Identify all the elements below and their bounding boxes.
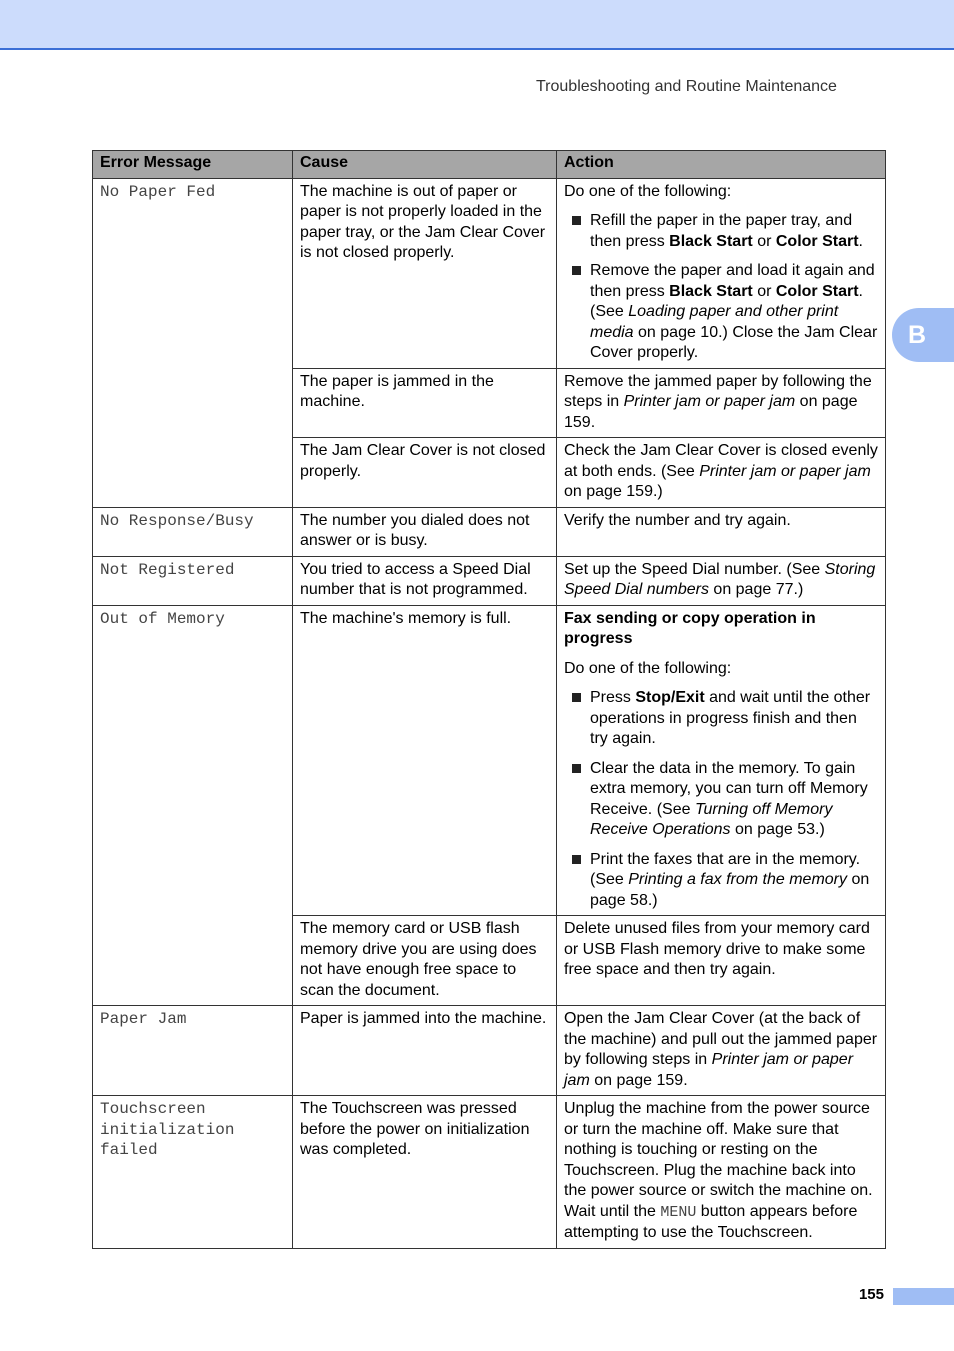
header-cause: Cause <box>293 151 557 179</box>
table-row <box>93 605 886 916</box>
square-bullet-icon <box>572 764 581 773</box>
error-message-cell: Paper Jam <box>93 1006 293 1096</box>
menu-button-label: MENU <box>660 1203 697 1221</box>
action-cell <box>557 178 886 368</box>
action-cell: Verify the number and try again. <box>557 507 886 556</box>
table-header-row <box>93 151 886 179</box>
error-message-cell: Out of Memory <box>93 605 293 1006</box>
action-cell: Remove the jammed paper by following the steps in Printer jam or paper jam on page 159. <box>557 368 886 438</box>
cause-cell: The Touchscreen was pressed before the power on initialization was completed. <box>293 1096 557 1249</box>
list-item: Clear the data in the memory. To gain extra memory, you can turn off Memory Receive. (See Turning off Memory Receive Operations on page 53.) <box>564 759 878 841</box>
error-message-cell: Touchscreen initialization failed <box>93 1096 293 1249</box>
square-bullet-icon <box>572 216 581 225</box>
cause-cell: The machine is out of paper or paper is not properly loaded in the paper tray, or the Jam Clear Cover is not closed properly. <box>293 178 557 368</box>
table-row <box>93 1096 886 1249</box>
square-bullet-icon <box>572 693 581 702</box>
action-list <box>564 688 878 911</box>
cause-cell: The paper is jammed in the machine. <box>293 368 557 438</box>
table-row <box>93 1006 886 1096</box>
cause-cell: The number you dialed does not answer or is busy. <box>293 507 557 556</box>
page-number: 155 <box>858 1286 884 1303</box>
running-header: Troubleshooting and Routine Maintenance <box>536 78 837 95</box>
action-cell: Set up the Speed Dial number. (See Storing Speed Dial numbers on page 77.) <box>557 556 886 605</box>
error-message-cell: Not Registered <box>93 556 293 605</box>
cause-cell: The Jam Clear Cover is not closed properly. <box>293 438 557 508</box>
square-bullet-icon <box>572 855 581 864</box>
square-bullet-icon <box>572 266 581 275</box>
cause-cell: The memory card or USB flash memory drive you are using does not have enough free space to scan the document. <box>293 916 557 1006</box>
action-cell: Open the Jam Clear Cover (at the back of the machine) and pull out the jammed paper by following steps in Printer jam or paper jam on page 159. <box>557 1006 886 1096</box>
list-item: Print the faxes that are in the memory. (See Printing a fax from the memory on page 58.) <box>564 850 878 912</box>
error-message-cell: No Paper Fed <box>93 178 293 507</box>
action-list <box>564 211 878 364</box>
header-action: Action <box>557 151 886 179</box>
action-cell: Check the Jam Clear Cover is closed evenly at both ends. (See Printer jam or paper jam on page 159.) <box>557 438 886 508</box>
troubleshooting-table <box>92 150 886 1249</box>
action-heading: Fax sending or copy operation in progress <box>564 609 816 647</box>
appendix-tab: B <box>892 308 954 362</box>
cause-cell: You tried to access a Speed Dial number that is not programmed. <box>293 556 557 605</box>
page-number-bar <box>893 1288 954 1305</box>
top-color-band <box>0 0 954 50</box>
list-item: Remove the paper and load it again and then press Black Start or Color Start. (See Loading paper and other print media on page 10.) Close the Jam Clear Cover properly. <box>564 261 878 364</box>
table-row <box>93 556 886 605</box>
action-intro: Do one of the following: <box>564 182 732 200</box>
cause-cell: Paper is jammed into the machine. <box>293 1006 557 1096</box>
table-row <box>93 507 886 556</box>
action-cell: Unplug the machine from the power source or turn the machine off. Make sure that nothing is touching or resting on the Touchscreen. Plug the machine back into the power source or switch the machine on. Wait until the MENU button appears before attempting to use the Touchscreen. <box>557 1096 886 1249</box>
action-intro: Do one of the following: <box>564 659 732 677</box>
action-cell: Delete unused files from your memory card or USB Flash memory drive to make some free space and then try again. <box>557 916 886 1006</box>
list-item: Press Stop/Exit and wait until the other operations in progress finish and then try again. <box>564 688 878 750</box>
error-message-cell: No Response/Busy <box>93 507 293 556</box>
table-row <box>93 178 886 368</box>
cause-cell: The machine's memory is full. <box>293 605 557 916</box>
header-error-message: Error Message <box>93 151 293 179</box>
list-item: Refill the paper in the paper tray, and then press Black Start or Color Start. <box>564 211 878 252</box>
action-cell <box>557 605 886 916</box>
